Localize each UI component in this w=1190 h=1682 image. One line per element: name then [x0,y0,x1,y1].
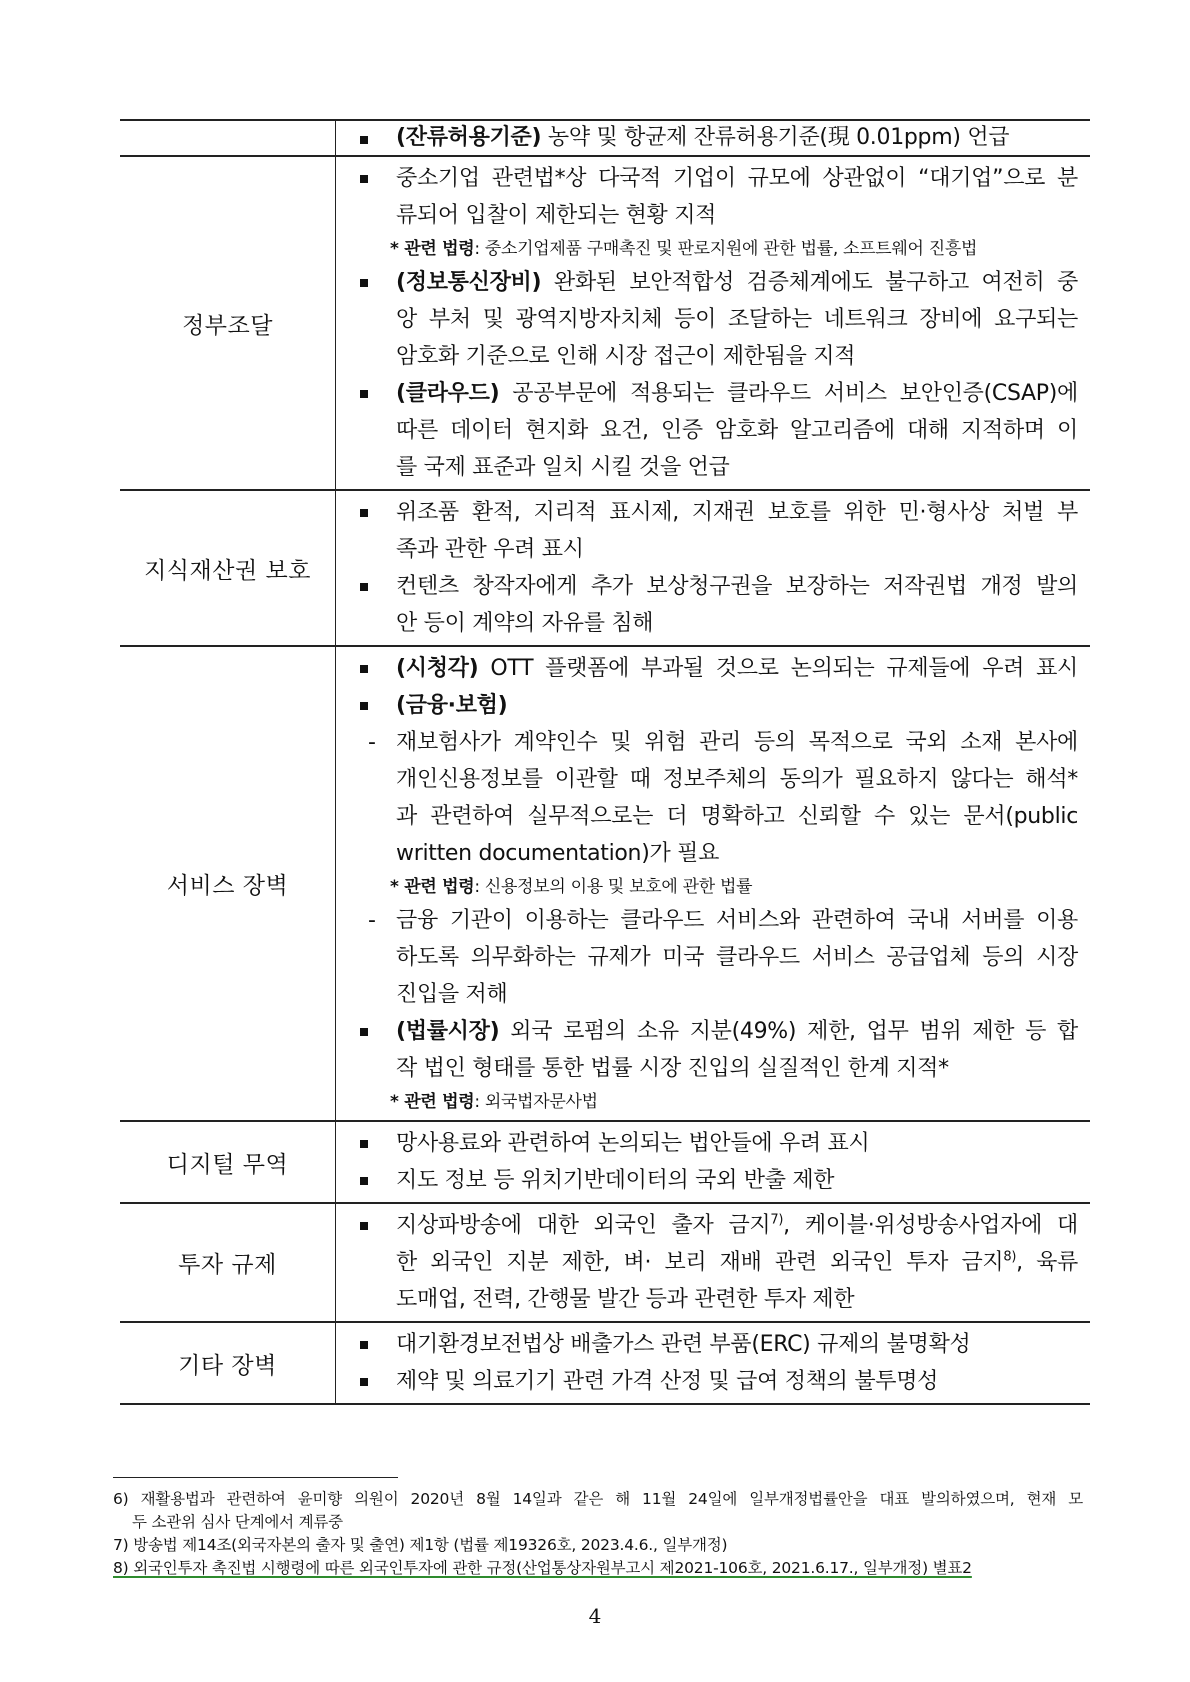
category-cell: 정부조달 [120,156,336,490]
bullet-item: (정보통신장비) 완화된 보안적합성 검증체계에도 불구하고 여전히 중 [350,264,1078,301]
square-bullet-icon [360,136,368,144]
item-heading: (잔류허용기준) [396,125,542,150]
content-cell [336,156,1091,490]
bullet-continuation: 안 등이 계약의 자유를 침해 [396,611,654,636]
bullet-item: (법률시장) 외국 로펌의 소유 지분(49%) 제한, 업무 범위 제한 등 합 [350,1013,1078,1050]
bullet-item [350,687,1078,724]
item-heading: (클라우드) [396,381,500,406]
footnote-7: 7) 방송법 제14조(외국자본의 출자 및 출연) 제1항 (법률 제19326호, 2023.4.6., 일부개정) [113,1536,728,1554]
square-bullet-icon [360,702,368,710]
footnotes [113,1488,1083,1580]
trade-barriers-table [120,119,1090,1405]
bullet-item: (시청각) OTT 플랫폼에 부과될 것으로 논의되는 규제들에 우려 표시 [350,650,1078,687]
content-cell [336,1203,1091,1322]
item-heading: (정보통신장비) [396,270,542,295]
category-cell: 기타 장벽 [120,1322,336,1404]
bullet-continuation: 암호화 기준으로 인해 시장 접근이 제한됨을 지적 [396,344,856,369]
table-row [120,120,1090,156]
table-row [120,1322,1090,1404]
item-heading: (법률시장) [396,1019,500,1044]
bullet-item: 위조품 환적, 지리적 표시제, 지재권 보호를 위한 민·형사상 처벌 부 [350,494,1078,531]
bullet-continuation: 앙 부처 및 광역지방자치체 등이 조달하는 네트워크 장비에 요구되는 [396,307,1078,332]
footnote-ref-7[interactable]: 7) [770,1212,784,1228]
category-cell: 디지털 무역 [120,1121,336,1203]
table-row [120,1203,1090,1322]
footnote-6: 6) 재활용법과 관련하여 윤미향 의원이 2020년 8월 14일과 같은 해 11월 24일에 일부개정법률안을 대표 발의하였으며, 현재 모 [113,1490,1083,1508]
dash-continuation: written documentation)가 필요 [396,841,720,866]
content-cell [336,120,1091,156]
bullet-item: 대기환경보전법상 배출가스 관련 부품(ERC) 규제의 불명확성 [350,1326,1078,1363]
footnote-8: 8) 외국인투자 촉진법 시행령에 따른 외국인투자에 관한 규정(산업통상자원부고시 제2021-106호, 2021.6.17., 일부개정) 별표2 [113,1559,972,1577]
bullet-continuation: 족과 관한 우려 표시 [396,537,584,562]
bullet-item: (클라우드) 공공부문에 적용되는 클라우드 서비스 보안인증(CSAP)에 [350,375,1078,412]
square-bullet-icon [360,175,368,183]
related-law-note: * 관련 법령: 신용정보의 이용 및 보호에 관한 법률 [390,877,753,897]
bullet-item: (잔류허용기준) 농약 및 항균제 잔류허용기준(現 0.01ppm) 언급 [350,121,1078,155]
bullet-continuation: 도매업, 전력, 간행물 발간 등과 관련한 투자 제한 [396,1287,855,1312]
item-heading: (시청각) [396,656,479,681]
footnote-6-continuation: 두 소관위 심사 단계에서 계류중 [132,1513,343,1531]
square-bullet-icon [360,509,368,517]
dash-marker: - [368,908,376,933]
category-cell: 투자 규제 [120,1203,336,1322]
table-row [120,490,1090,646]
square-bullet-icon [360,1341,368,1349]
content-cell [336,1322,1091,1404]
square-bullet-icon [360,390,368,398]
dash-item: - 재보험사가 계약인수 및 위험 관리 등의 목적으로 국외 소재 본사에 [350,724,1078,761]
table-row [120,156,1090,490]
content-cell [336,490,1091,646]
related-law-note: * 관련 법령: 외국법자문사법 [390,1092,598,1112]
bullet-item: 지상파방송에 대한 외국인 출자 금지$^{7)}$, 케이블·위성방송사업자에 대 [350,1207,1078,1244]
item-heading: (금융·보험) [396,693,508,718]
square-bullet-icon [360,1378,368,1386]
square-bullet-icon [360,665,368,673]
category-cell: 지식재산권 보호 [120,490,336,646]
square-bullet-icon [360,1140,368,1148]
footnote-separator [113,1477,398,1478]
bullet-continuation: 류되어 입찰이 제한되는 현황 지적 [396,203,717,228]
dash-continuation: 과 관련하여 실무적으로는 더 명확하고 신뢰할 수 있는 문서(public [396,804,1078,829]
square-bullet-icon [360,583,368,591]
category-cell: 서비스 장벽 [120,646,336,1121]
dash-continuation: 하도록 의무화하는 규제가 미국 클라우드 서비스 공급업체 등의 시장 [396,945,1078,970]
table-row [120,646,1090,1121]
table-row [120,1121,1090,1203]
content-cell [336,1121,1091,1203]
bullet-item: 제약 및 의료기기 관련 가격 산정 및 급여 정책의 불투명성 [350,1363,1078,1400]
square-bullet-icon [360,1222,368,1230]
footnote-ref-8[interactable]: 8) [1003,1249,1017,1265]
dash-continuation: 진입을 저해 [396,982,508,1007]
dash-marker: - [368,730,376,755]
bullet-item: 중소기업 관련법*상 다국적 기업이 규모에 상관없이 “대기업”으로 분 [350,160,1078,197]
bullet-item: 망사용료와 관련하여 논의되는 법안들에 우려 표시 [350,1125,1078,1162]
page-number: 4 [588,1604,602,1628]
bullet-continuation: 를 국제 표준과 일치 시킬 것을 언급 [396,455,730,480]
square-bullet-icon [360,1177,368,1185]
category-cell [120,120,336,156]
dash-continuation: 개인신용정보를 이관할 때 정보주체의 동의가 필요하지 않다는 해석* [396,767,1078,792]
bullet-item: 컨텐츠 창작자에게 추가 보상청구권을 보장하는 저작권법 개정 발의 [350,568,1078,605]
bullet-continuation: 따른 데이터 현지화 요건, 인증 암호화 알고리즘에 대해 지적하며 이 [396,418,1078,443]
dash-item: - 금융 기관이 이용하는 클라우드 서비스와 관련하여 국내 서버를 이용 [350,902,1078,939]
bullet-continuation: 한 외국인 지분 제한, 벼· 보리 재배 관련 외국인 투자 금지$^{8)}$, 육류 [396,1249,1078,1275]
square-bullet-icon [360,279,368,287]
bullet-continuation: 작 법인 형태를 통한 법률 시장 진입의 실질적인 한계 지적* [396,1056,949,1081]
content-cell [336,646,1091,1121]
square-bullet-icon [360,1028,368,1036]
related-law-note: * 관련 법령: 중소기업제품 구매촉진 및 판로지원에 관한 법률, 소프트웨어 진흥법 [390,239,978,259]
bullet-item: 지도 정보 등 위치기반데이터의 국외 반출 제한 [350,1162,1078,1199]
